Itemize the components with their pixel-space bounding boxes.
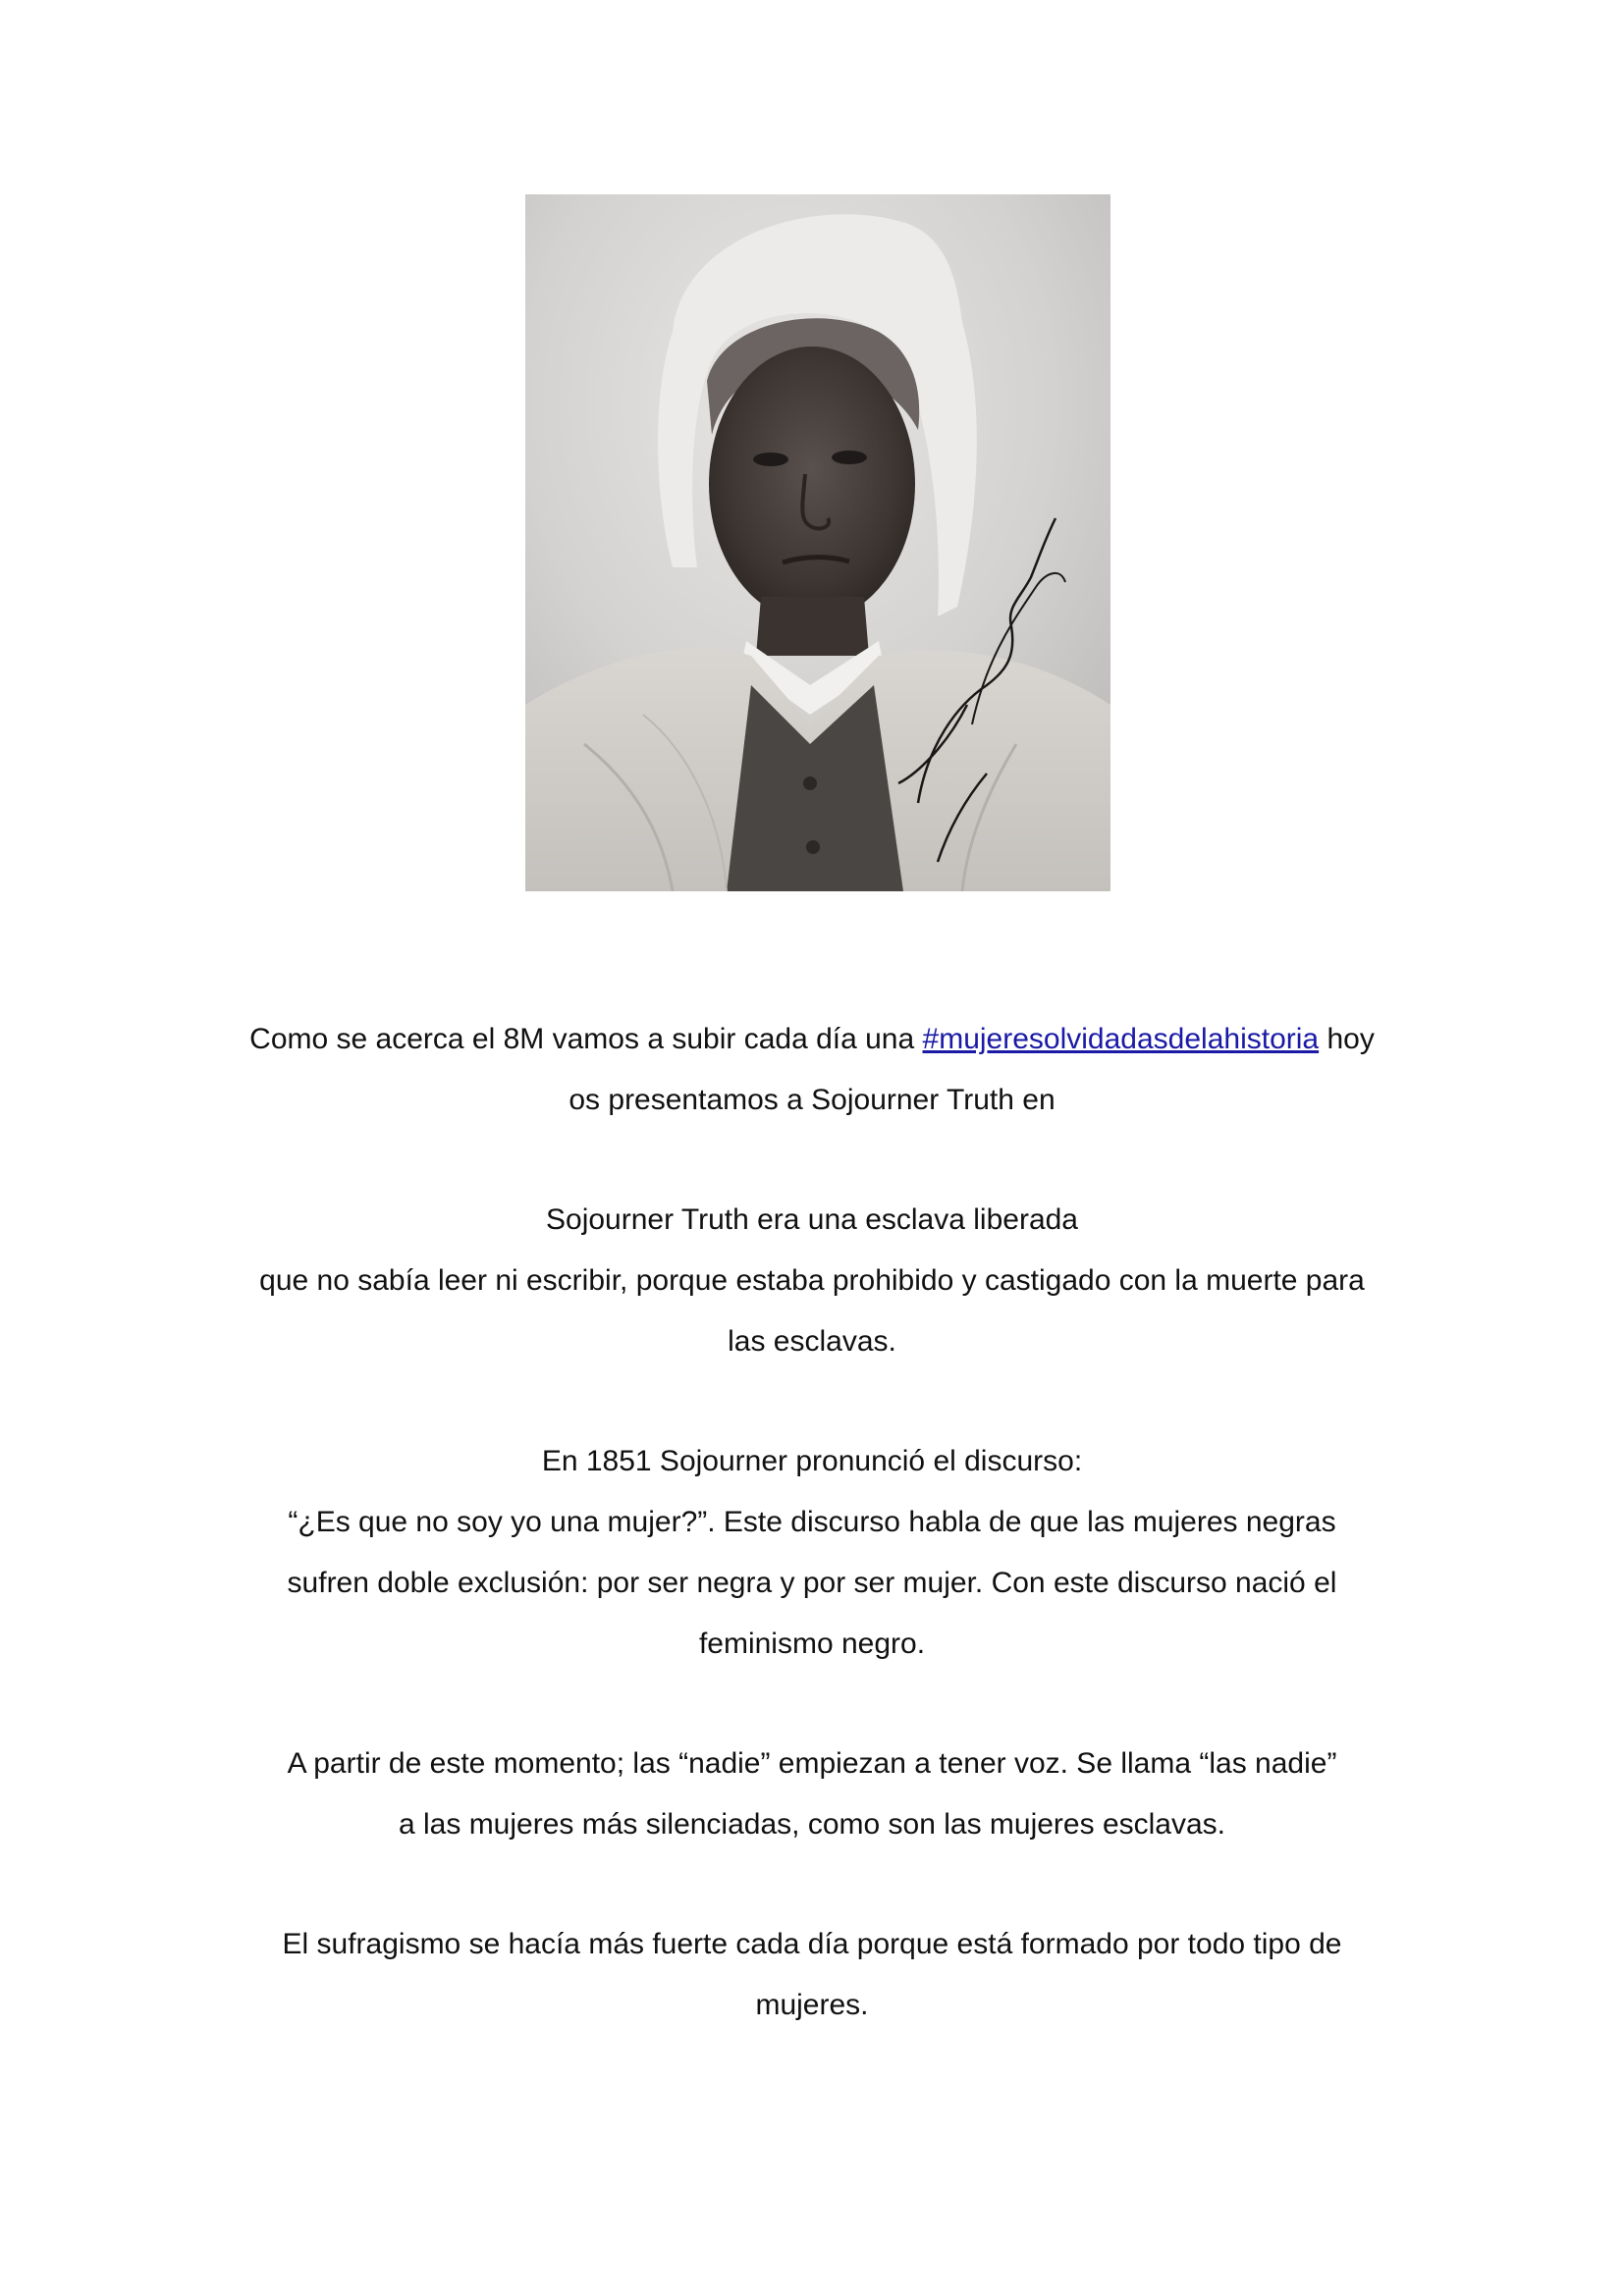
portrait-photo	[525, 194, 1110, 891]
intro-line-1: Como se acerca el 8M vamos a subir cada día una #mujeresolvidadasdelahistoria hoy	[249, 1023, 1375, 1055]
intro-paragraph	[196, 1009, 1428, 1131]
paragraph-las-nadie	[196, 1734, 1428, 1855]
paragraph-liberated-slave	[196, 1190, 1428, 1372]
text-line: mujeres.	[755, 1989, 869, 2021]
intro-line-2: os presentamos a Sojourner Truth en	[568, 1084, 1056, 1116]
portrait-illustration	[525, 194, 1110, 891]
paragraph-speech	[196, 1431, 1428, 1675]
text-line: que no sabía leer ni escribir, porque estaba prohibido y castigado con la muerte para	[259, 1264, 1365, 1297]
paragraph-suffragism	[196, 1914, 1428, 2036]
text-line: sufren doble exclusión: por ser negra y por ser mujer. Con este discurso nació el	[287, 1567, 1337, 1599]
hashtag-link[interactable]: #mujeresolvidadasdelahistoria	[922, 1023, 1320, 1055]
text-line: “¿Es que no soy yo una mujer?”. Este discurso habla de que las mujeres negras	[288, 1506, 1336, 1538]
text-line: El sufragismo se hacía más fuerte cada día porque está formado por todo tipo de	[282, 1928, 1342, 1960]
text-line: En 1851 Sojourner pronunció el discurso:	[541, 1445, 1083, 1477]
text-line: a las mujeres más silenciadas, como son las mujeres esclavas.	[398, 1808, 1225, 1841]
text-line: las esclavas.	[728, 1325, 896, 1358]
text-line: feminismo negro.	[698, 1628, 926, 1660]
text-line: A partir de este momento; las “nadie” empiezan a tener voz. Se llama “las nadie”	[287, 1747, 1337, 1780]
text-line: Sojourner Truth era una esclava liberada	[546, 1203, 1078, 1236]
